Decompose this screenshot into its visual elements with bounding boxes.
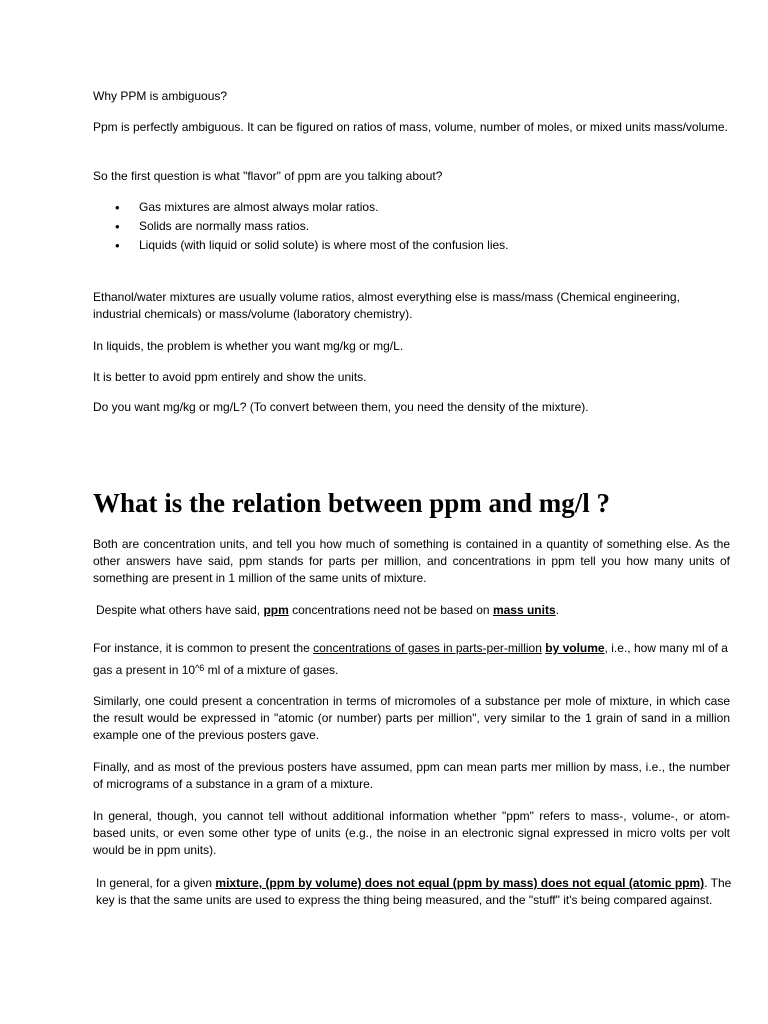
p7-text-a: In general, for a given <box>96 876 216 890</box>
section-paragraph-5: Finally, and as most of the previous posters have assumed, ppm can mean parts mer million by mass, i.e., the number of micrograms of a substance in a gram of a mixture. <box>93 760 730 791</box>
intro-paragraph-4: In liquids, the problem is whether you want mg/kg or mg/L. <box>93 339 404 353</box>
bullet-item-liquids: • Liquids (with liquid or solid solute) is where most of the confusion lies. <box>93 237 730 256</box>
section-paragraph-1: Both are concentration units, and tell you how much of something is contained in a quantity of something else. As the other answers have said, ppm stands for parts per million, and concentrations in ppm tell you how many units of something are present in 1 million of the same units of mixture. <box>93 537 730 585</box>
intro-paragraph-2: So the first question is what "flavor" of ppm are you talking about? <box>93 169 443 183</box>
mass-units-link[interactable]: mass units <box>492 603 556 617</box>
intro-paragraph-1: Ppm is perfectly ambiguous. It can be figured on ratios of mass, volume, number of moles, or mixed units mass/volume. <box>93 120 728 134</box>
exponent: ^6 <box>195 663 205 673</box>
p3-text-d: ml of a mixture of gases. <box>204 663 339 677</box>
intro-paragraph-6: Do you want mg/kg or mg/L? (To convert between them, you need the density of the mixture). <box>93 400 589 414</box>
by-volume-link[interactable]: by volume <box>545 641 605 655</box>
bullet-item-solids: • Solids are normally mass ratios. <box>93 218 730 237</box>
intro-paragraph-5: It is better to avoid ppm entirely and show the units. <box>93 370 367 384</box>
p2-text-c: . <box>555 603 559 617</box>
section-paragraph-2 <box>96 602 733 619</box>
p3-text-c: , i.e., how many ml of a gas a present in 10 <box>93 641 728 677</box>
p7-text-b: . The key is that the same units are used to express the thing being measured, and the "stuff" it's being compared against. <box>96 876 732 907</box>
bullet-list <box>93 199 730 256</box>
p2-text-a: Despite what others have said, <box>96 603 264 617</box>
intro-paragraph-3: Ethanol/water mixtures are usually volume ratios, almost everything else is mass/mass (Chemical engineering, industrial chemicals) or mass/volume (laboratory chemistry). <box>93 290 680 321</box>
intro-question: Why PPM is ambiguous? <box>93 89 228 103</box>
ppm-link[interactable]: ppm <box>263 603 289 617</box>
section-paragraph-4: Similarly, one could present a concentration in terms of micromoles of a substance per mole of mixture, in which case the result would be expressed in "atomic (or number) parts per million", very similar to the 1 grain of sand in a million example one of the previous posters gave. <box>93 694 730 742</box>
section-paragraph-7 <box>96 875 733 909</box>
mixture-link[interactable]: mixture, (ppm by volume) does not equal (ppm by mass) does not equal (atomic ppm) <box>215 876 705 890</box>
bullet-item-gas: • Gas mixtures are almost always molar ratios. <box>93 199 730 218</box>
section-heading: What is the relation between ppm and mg/l ? <box>93 488 611 518</box>
section-paragraph-3 <box>93 637 730 682</box>
section-paragraph-6: In general, though, you cannot tell without additional information whether "ppm" refers to mass-, volume-, or atom-based units, or even some other type of units (e.g., the noise in an electronic signal expressed in micro volts per volt would be in ppm units). <box>93 809 730 857</box>
p2-text-b: concentrations need not be based on <box>288 603 493 617</box>
gases-ppm-link[interactable]: concentrations of gases in parts-per-million <box>313 641 542 655</box>
p3-text-a: For instance, it is common to present the <box>93 641 314 655</box>
